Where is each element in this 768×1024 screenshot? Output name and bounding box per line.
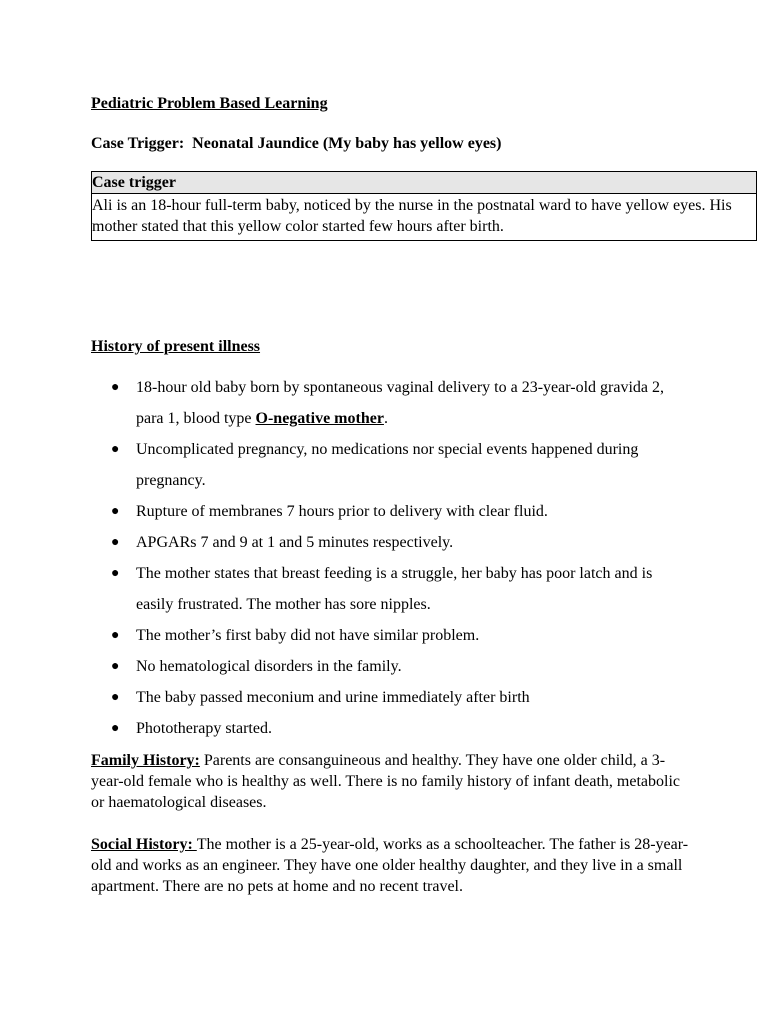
social-history-label: Social History: (91, 836, 197, 853)
social-history-paragraph (91, 834, 691, 897)
list-item: ● The mother states that breast feeding is a struggle, her baby has poor latch and is easily frustrated. The mother has sore nipples. (91, 558, 691, 620)
emphasis-text: O-negative mother (255, 410, 384, 427)
family-history-label: Family History: (91, 752, 200, 769)
case-trigger-table (91, 171, 757, 241)
bullet-icon: ● (111, 380, 120, 395)
list-item: ● Uncomplicated pregnancy, no medications nor special events happened during pregnancy. (91, 434, 691, 496)
social-history-text: The mother is a 25-year-old, works as a schoolteacher. The father is 28-year-old and works as an engineer. They have one older healthy daughter, and they live in a small apartment. There are no pets at home and no recent travel. (91, 836, 689, 895)
bullet-icon: ● (111, 442, 120, 457)
list-item: ● 18-hour old baby born by spontaneous vaginal delivery to a 23-year-old gravida 2, para 1, blood type O-negative mother. (91, 372, 691, 434)
bullet-icon: ● (111, 659, 120, 674)
list-item: ● Phototherapy started. (91, 713, 691, 744)
bullet-icon: ● (111, 690, 120, 705)
document-title: Pediatric Problem Based Learning (91, 95, 328, 112)
case-trigger-table-header: Case trigger (92, 172, 756, 194)
bullet-icon: ● (111, 535, 120, 550)
list-item: ● Rupture of membranes 7 hours prior to delivery with clear fluid. (91, 496, 691, 527)
history-present-illness-list (91, 372, 691, 744)
list-item: ● APGARs 7 and 9 at 1 and 5 minutes respectively. (91, 527, 691, 558)
list-item: ● No hematological disorders in the family. (91, 651, 691, 682)
case-trigger-table-body: Ali is an 18-hour full-term baby, noticed by the nurse in the postnatal ward to have yellow eyes. His mother stated that this yellow color started few hours after birth. (92, 197, 732, 235)
bullet-icon: ● (111, 504, 120, 519)
list-item: ● The baby passed meconium and urine immediately after birth (91, 682, 691, 713)
bullet-icon: ● (111, 566, 120, 581)
history-present-illness-heading: History of present illness (91, 338, 261, 355)
bullet-icon: ● (111, 721, 120, 736)
list-item: ● The mother’s first baby did not have similar problem. (91, 620, 691, 651)
family-history-paragraph (91, 750, 691, 813)
family-history-text: Parents are consanguineous and healthy. They have one older child, a 3-year-old female who is healthy as well. There is no family history of infant death, metabolic or haematological diseases. (91, 752, 680, 811)
bullet-icon: ● (111, 628, 120, 643)
case-heading: Case Trigger: Neonatal Jaundice (My baby has yellow eyes) (91, 135, 502, 152)
